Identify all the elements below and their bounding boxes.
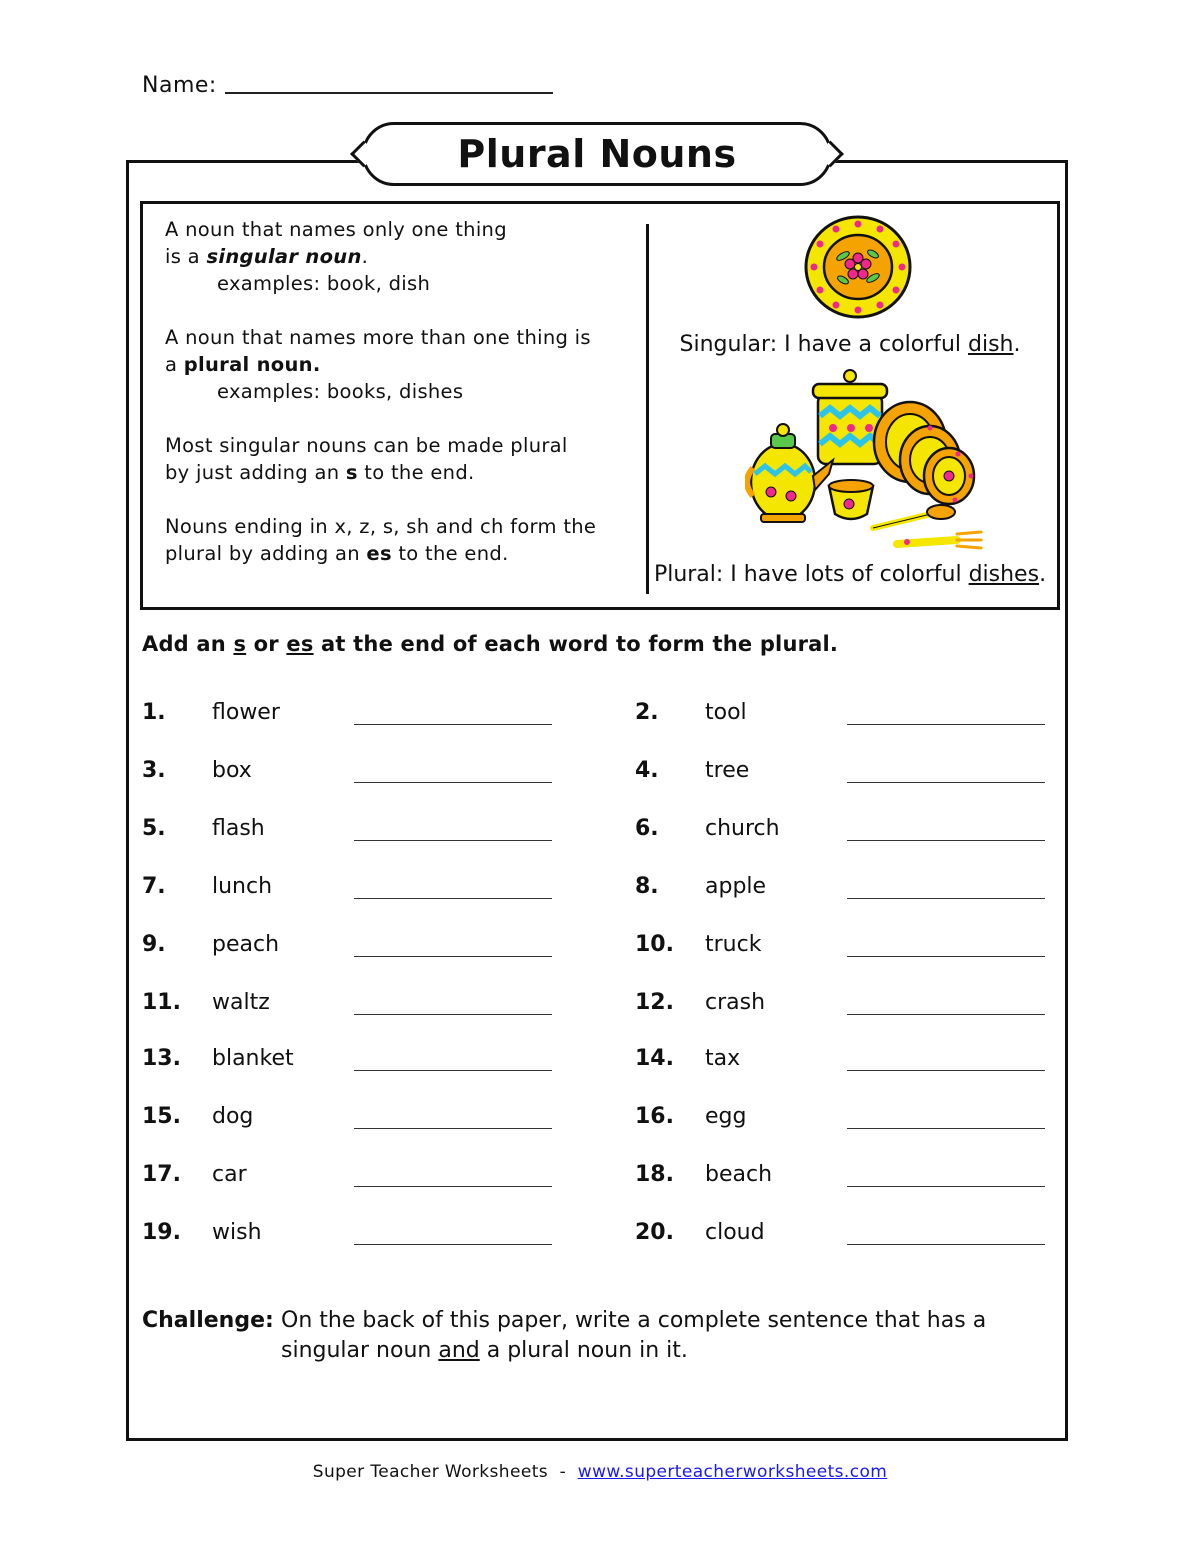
rule-es-prefix: plural by adding an	[165, 542, 367, 565]
item-word: cloud	[705, 1220, 765, 1245]
singular-caption-prefix: Singular: I have a colorful	[679, 332, 968, 357]
answer-line[interactable]	[847, 1244, 1045, 1245]
item-number: 19.	[142, 1220, 181, 1245]
item-number: 9.	[142, 932, 166, 957]
answer-line[interactable]	[847, 782, 1045, 783]
instructions-s: s	[233, 632, 247, 656]
singular-examples: examples: book, dish	[217, 272, 431, 295]
singular-caption-word: dish	[968, 332, 1014, 357]
answer-line[interactable]	[847, 840, 1045, 841]
item-word: peach	[212, 932, 280, 957]
item-number: 5.	[142, 816, 166, 841]
item-number: 17.	[142, 1162, 181, 1187]
item-word: tool	[705, 700, 747, 725]
item-number: 2.	[635, 700, 659, 725]
answer-line[interactable]	[847, 1014, 1045, 1015]
name-label: Name:	[142, 73, 217, 98]
item-number: 4.	[635, 758, 659, 783]
item-word: blanket	[212, 1046, 294, 1071]
instructions-es: es	[286, 632, 314, 656]
item-word: flower	[212, 700, 280, 725]
item-number: 10.	[635, 932, 674, 957]
rule-s-prefix: by just adding an	[165, 461, 346, 484]
answer-line[interactable]	[847, 898, 1045, 899]
singular-noun-term: singular noun	[206, 245, 362, 268]
item-word: church	[705, 816, 780, 841]
rule-add-es	[165, 513, 625, 567]
answer-line[interactable]	[354, 724, 552, 725]
item-word: beach	[705, 1162, 773, 1187]
answer-line[interactable]	[354, 1014, 552, 1015]
rule-s-line1: Most singular nouns can be made plural	[165, 434, 568, 457]
plural-def-prefix: a	[165, 353, 184, 376]
item-number: 16.	[635, 1104, 674, 1129]
answer-line[interactable]	[847, 1128, 1045, 1129]
singular-def-suffix: .	[361, 245, 369, 268]
singular-def-line1: A noun that names only one thing	[165, 218, 507, 241]
answer-line[interactable]	[847, 1186, 1045, 1187]
plural-examples: examples: books, dishes	[217, 380, 464, 403]
item-number: 20.	[635, 1220, 674, 1245]
item-number: 18.	[635, 1162, 674, 1187]
answer-line[interactable]	[847, 724, 1045, 725]
item-number: 1.	[142, 700, 166, 725]
title-banner	[362, 122, 832, 186]
instructions-prefix: Add an	[142, 632, 234, 656]
item-word: box	[212, 758, 252, 783]
item-word: tax	[705, 1046, 741, 1071]
answer-line[interactable]	[354, 898, 552, 899]
singular-definition	[165, 216, 625, 297]
item-word: flash	[212, 816, 265, 841]
item-number: 8.	[635, 874, 659, 899]
rule-s-letter: s	[345, 461, 358, 484]
item-word: wish	[212, 1220, 262, 1245]
info-divider	[646, 224, 649, 594]
footer-text: Super Teacher Worksheets -	[312, 1462, 578, 1482]
challenge-text	[281, 1306, 1041, 1366]
challenge-text-and: and	[438, 1338, 480, 1363]
instructions-or: or	[246, 632, 287, 656]
answer-line[interactable]	[354, 782, 552, 783]
item-word: egg	[705, 1104, 747, 1129]
answer-line[interactable]	[354, 840, 552, 841]
plural-def-line1: A noun that names more than one thing is	[165, 326, 591, 349]
item-word: waltz	[212, 990, 270, 1015]
name-field	[142, 72, 553, 98]
item-number: 12.	[635, 990, 674, 1015]
rule-s-suffix: to the end.	[357, 461, 475, 484]
footer-link[interactable]: www.superteacherworksheets.com	[577, 1462, 888, 1482]
item-word: car	[212, 1162, 247, 1187]
item-word: truck	[705, 932, 762, 957]
item-word: dog	[212, 1104, 254, 1129]
single-dish-illustration	[803, 214, 913, 320]
plural-caption-word: dishes	[968, 562, 1040, 587]
item-number: 3.	[142, 758, 166, 783]
item-number: 13.	[142, 1046, 181, 1071]
answer-line[interactable]	[354, 1244, 552, 1245]
answer-line[interactable]	[354, 1070, 552, 1071]
challenge-label: Challenge:	[142, 1308, 274, 1333]
rule-es-letter: es	[366, 542, 392, 565]
rule-es-line1: Nouns ending in x, z, s, sh and ch form the	[165, 515, 597, 538]
footer	[0, 1462, 1200, 1482]
item-number: 15.	[142, 1104, 181, 1129]
answer-line[interactable]	[354, 1186, 552, 1187]
answer-line[interactable]	[847, 956, 1045, 957]
instructions	[142, 632, 838, 656]
plural-caption-end: .	[1039, 562, 1047, 587]
instructions-suffix: at the end of each word to form the plural.	[313, 632, 839, 656]
item-word: apple	[705, 874, 767, 899]
challenge-text-prefix: On the back of this paper, write a complete sentence that has a singular noun	[281, 1308, 987, 1363]
item-number: 7.	[142, 874, 166, 899]
singular-caption	[658, 332, 1042, 357]
answer-line[interactable]	[354, 956, 552, 957]
item-word: crash	[705, 990, 766, 1015]
challenge-text-suffix: a plural noun in it.	[479, 1338, 688, 1363]
singular-caption-end: .	[1013, 332, 1021, 357]
item-word: lunch	[212, 874, 273, 899]
plural-caption-prefix: Plural: I have lots of colorful	[653, 562, 969, 587]
item-word: tree	[705, 758, 750, 783]
dish-set-illustration	[745, 364, 985, 556]
page-title: Plural Nouns	[457, 132, 737, 176]
name-blank-line[interactable]	[225, 72, 553, 94]
plural-caption	[650, 562, 1050, 587]
rule-add-s	[165, 432, 625, 486]
rule-es-suffix: to the end.	[391, 542, 509, 565]
singular-def-prefix: is a	[165, 245, 207, 268]
answer-line[interactable]	[354, 1128, 552, 1129]
answer-line[interactable]	[847, 1070, 1045, 1071]
plural-noun-term: plural noun.	[183, 353, 321, 376]
item-number: 6.	[635, 816, 659, 841]
item-number: 11.	[142, 990, 181, 1015]
item-number: 14.	[635, 1046, 674, 1071]
plural-definition	[165, 324, 625, 405]
